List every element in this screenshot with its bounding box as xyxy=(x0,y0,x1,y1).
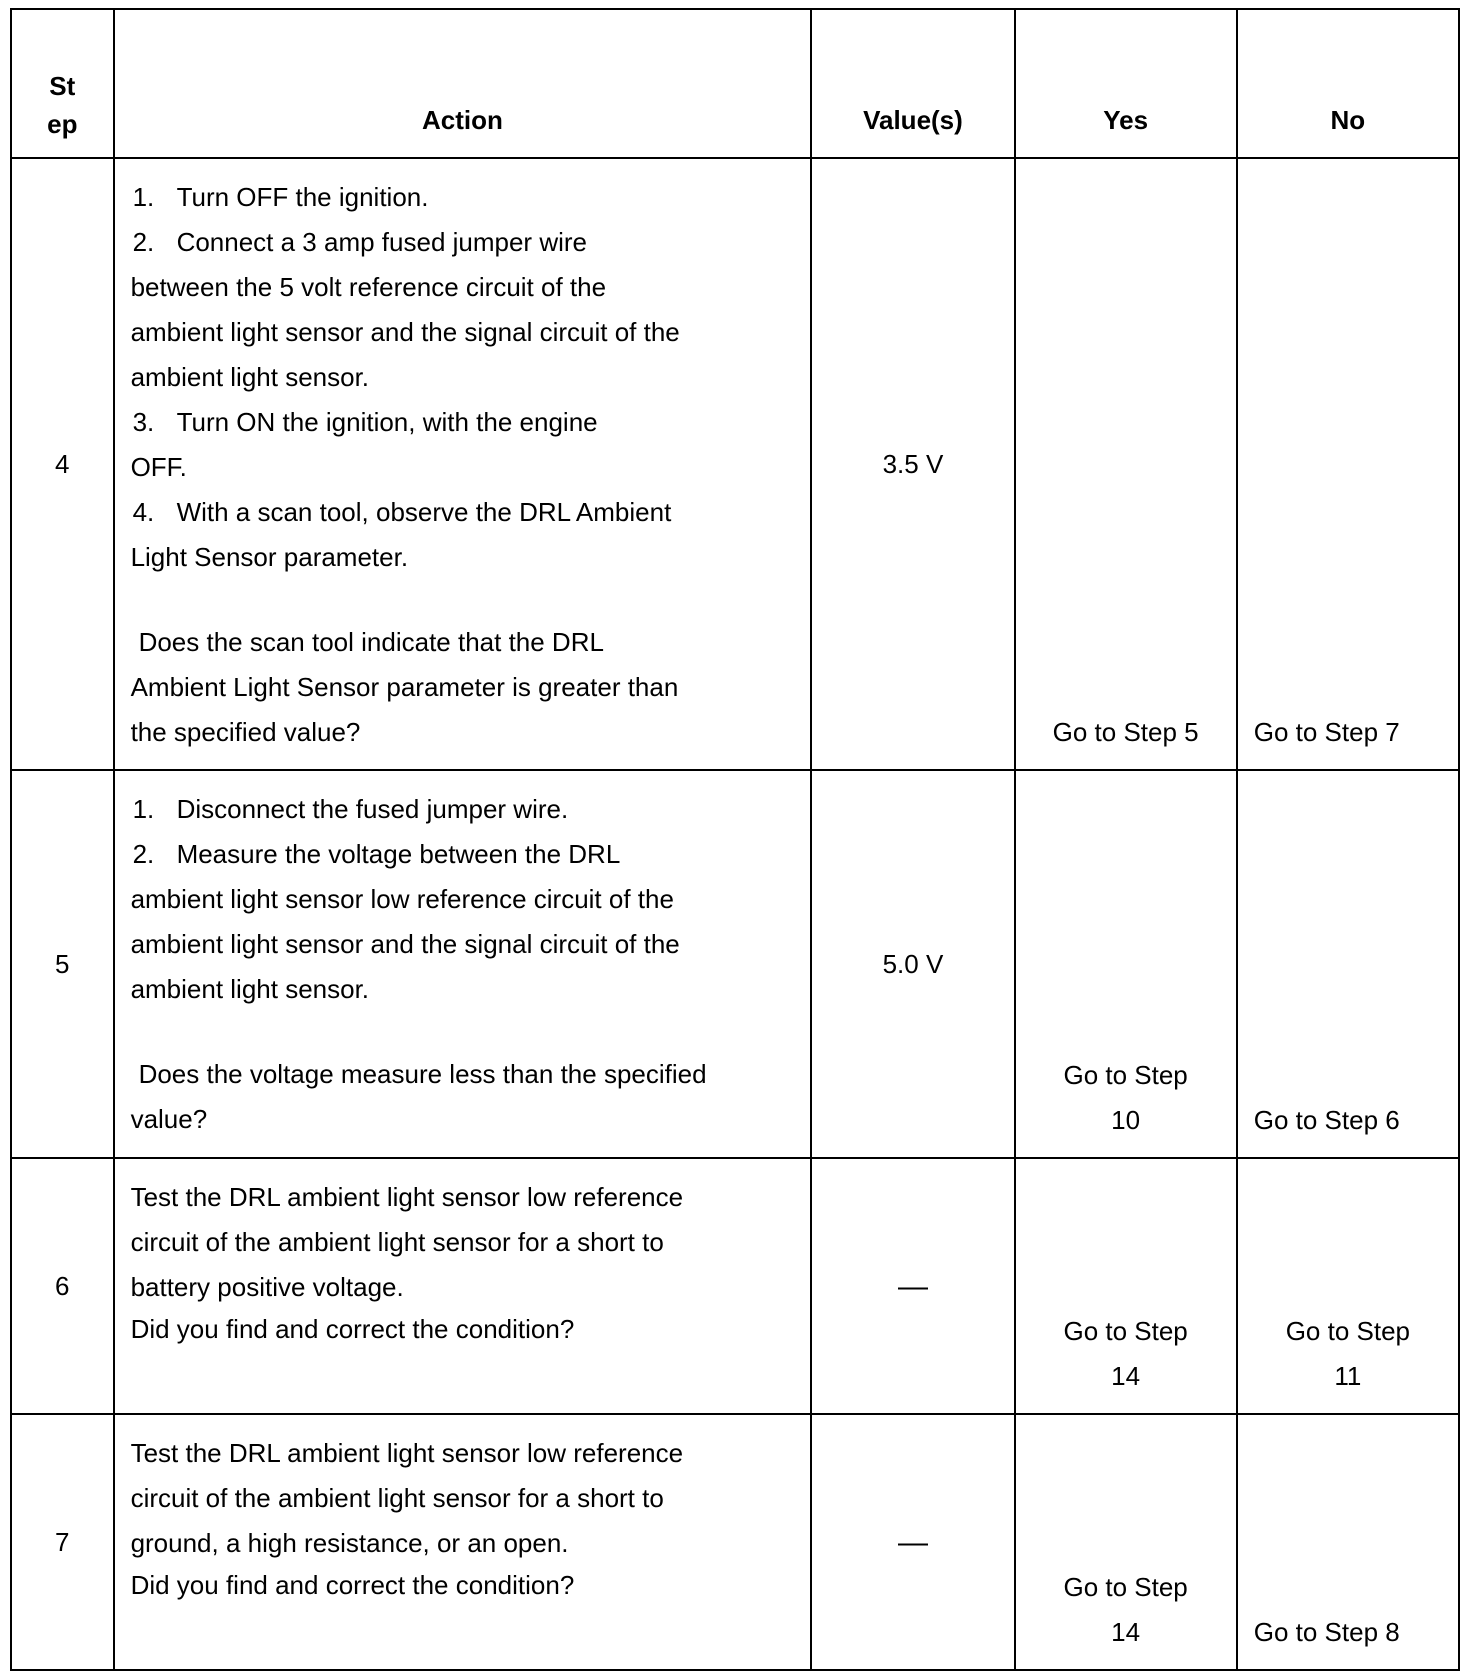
action-cell xyxy=(114,1414,812,1670)
no-go-to-step: Go to Step 7 xyxy=(1253,717,1400,747)
action-question: Ambient Light Sensor parameter is greater than xyxy=(130,672,679,702)
action-step-line: 2. Measure the voltage between the DRL xyxy=(132,839,621,869)
table-row-step-7 xyxy=(11,1414,1459,1670)
header-values: Value(s) xyxy=(811,9,1014,158)
action-continuation: ambient light sensor low reference circuit of the xyxy=(130,884,674,914)
value-cell: 3.5 V xyxy=(811,158,1014,770)
action-text: Test the DRL ambient light sensor low reference xyxy=(130,1438,684,1468)
yes-go-to-step: Go to Step xyxy=(1063,1572,1188,1602)
yes-go-to-step-number: 10 xyxy=(1111,1105,1141,1135)
no-cell xyxy=(1237,770,1459,1158)
action-text: circuit of the ambient light sensor for a short to xyxy=(130,1227,664,1257)
table-row-step-4 xyxy=(11,158,1459,770)
yes-cell xyxy=(1015,1158,1237,1414)
table-row-step-5 xyxy=(11,770,1459,1158)
action-continuation: Light Sensor parameter. xyxy=(130,542,409,572)
header-no: No xyxy=(1237,9,1459,158)
no-go-to-step: Go to Step 8 xyxy=(1253,1617,1400,1647)
yes-go-to-step-number: 14 xyxy=(1111,1617,1141,1647)
diagnostic-table-container xyxy=(10,8,1460,1671)
header-step xyxy=(11,9,114,158)
yes-cell xyxy=(1015,770,1237,1158)
yes-cell xyxy=(1015,158,1237,770)
header-action: Action xyxy=(114,9,812,158)
action-question: Does the voltage measure less than the specified xyxy=(138,1059,707,1089)
action-text: ground, a high resistance, or an open. xyxy=(130,1528,569,1558)
header-step-line2: ep xyxy=(47,109,78,139)
diagnostic-table xyxy=(10,8,1460,1671)
yes-go-to-step: Go to Step xyxy=(1063,1060,1188,1090)
no-cell xyxy=(1237,1158,1459,1414)
action-step-line: 4. With a scan tool, observe the DRL Ambient xyxy=(132,497,672,527)
step-number: 4 xyxy=(11,158,114,770)
value-cell: 5.0 V xyxy=(811,770,1014,1158)
action-step-line: 1. Disconnect the fused jumper wire. xyxy=(132,794,569,824)
action-question: Does the scan tool indicate that the DRL xyxy=(138,627,604,657)
action-continuation: OFF. xyxy=(130,452,187,482)
value-cell: — xyxy=(811,1414,1014,1670)
header-row xyxy=(11,9,1459,158)
no-go-to-step: Go to Step xyxy=(1285,1316,1411,1346)
action-text: Test the DRL ambient light sensor low reference xyxy=(130,1182,684,1212)
action-step-line: 3. Turn ON the ignition, with the engine xyxy=(132,407,598,437)
yes-go-to-step: Go to Step xyxy=(1063,1316,1188,1346)
action-cell xyxy=(114,158,812,770)
no-go-to-step-number: 11 xyxy=(1334,1361,1362,1391)
yes-cell xyxy=(1015,1414,1237,1670)
action-cell xyxy=(114,1158,812,1414)
action-step-line: 1. Turn OFF the ignition. xyxy=(132,182,429,212)
action-continuation: ambient light sensor. xyxy=(130,974,370,1004)
table-row-step-6 xyxy=(11,1158,1459,1414)
step-number: 7 xyxy=(11,1414,114,1670)
header-yes: Yes xyxy=(1015,9,1237,158)
action-question: value? xyxy=(130,1104,208,1134)
action-continuation: ambient light sensor and the signal circuit of the xyxy=(130,317,680,347)
action-question: Did you find and correct the condition? xyxy=(130,1570,575,1600)
action-continuation: ambient light sensor and the signal circuit of the xyxy=(130,929,680,959)
step-number: 5 xyxy=(11,770,114,1158)
header-step-line1: St xyxy=(49,71,76,101)
no-go-to-step: Go to Step 6 xyxy=(1253,1105,1400,1135)
yes-go-to-step-number: 14 xyxy=(1111,1361,1141,1391)
action-continuation: ambient light sensor. xyxy=(130,362,370,392)
action-step-line: 2. Connect a 3 amp fused jumper wire xyxy=(132,227,587,257)
action-question: the specified value? xyxy=(130,717,361,747)
action-text: circuit of the ambient light sensor for a short to xyxy=(130,1483,664,1513)
action-question: Did you find and correct the condition? xyxy=(130,1314,575,1344)
step-number: 6 xyxy=(11,1158,114,1414)
action-continuation: between the 5 volt reference circuit of the xyxy=(130,272,607,302)
yes-go-to-step: Go to Step 5 xyxy=(1052,717,1199,747)
no-cell xyxy=(1237,158,1459,770)
no-cell xyxy=(1237,1414,1459,1670)
action-text: battery positive voltage. xyxy=(130,1272,404,1302)
action-cell xyxy=(114,770,812,1158)
value-cell: — xyxy=(811,1158,1014,1414)
